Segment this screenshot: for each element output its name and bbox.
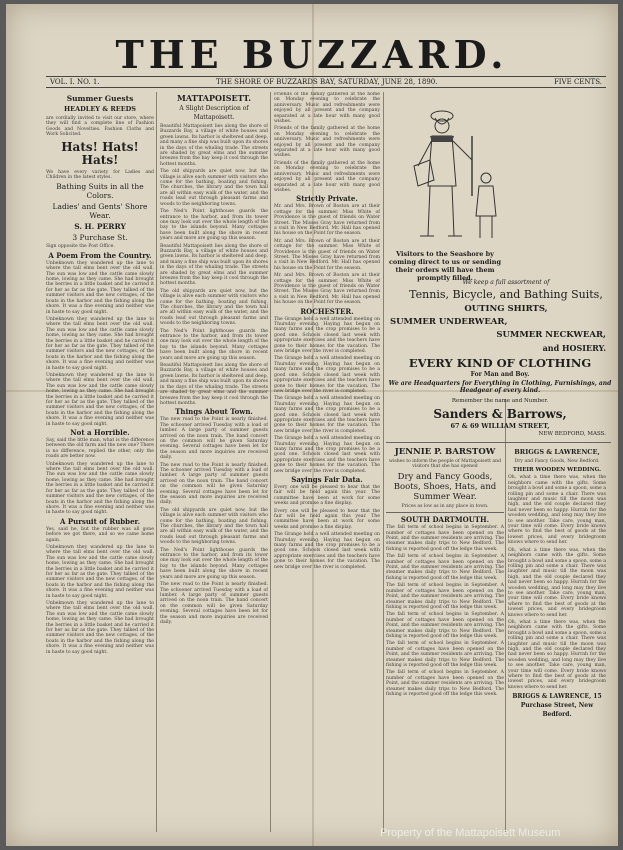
story-poem-title: A Poem From the Country. <box>48 250 152 260</box>
mattapoisett-subtitle: A Slight Description of Mattapoisett. <box>179 105 249 121</box>
story-rubber-text: Yes, said he, but the rubber was all gone before we got there, and so we came home again. <box>46 526 154 543</box>
story-poem-text: Unbeknown they wandered up the lane to where the tall elms bent over the old wall. The sun was low and the cattle came slowly home, lowing as they came. She had brought the berries in a little basket and he carried it for her as far as the gate. They talked of the summer visitors and the new cottages, of the boats in the harbor and the fishing along the shore. It was a fine evening and neither was in haste to say good night. <box>46 260 154 315</box>
clothing-ad-line6: and HOSIERY. <box>542 343 606 353</box>
column-3 <box>274 92 380 832</box>
ad-bathing-suits-title: Bathing Suits in all the Colors. <box>56 182 144 201</box>
things-about-town-text-2: The new road to the Point is nearly finished. The schooner arrived Tuesday with a load of lumber. A large party of summer guests arrived on the noon train. The band concert on the common will be given Saturday evening. Several cottages have been let for the season and more inquiries are received daily. <box>160 462 268 506</box>
barstow-text: wishes to inform the people of Mattapoisett and visitors that she has opened <box>388 459 502 470</box>
story-horrible-title: Not a Horrible. <box>70 428 130 438</box>
rochester-text-4: The Grange held a well attended meeting on Thursday evening. Haying has begun on many farms and the crop promises to be a good one. Schools closed last week with appropriate exercises and the teachers have gone to their homes for the vacation. The new bridge over the river is completed. <box>274 436 380 474</box>
ad-perry-firm: S. H. PERRY <box>74 222 126 232</box>
filler-text: Unbeknown they wandered up the lane to where the tall elms bent over the old wall. The sun was low and the cattle came slowly home, lowing as they came. She had brought the berries in a little basket and he carried it for her as far as the gate. They talked of the summer visitors and the new cottages, of the boats in the harbor and the fishing along the shore. It was a fine evening and neither was in haste to say good night. <box>46 544 154 599</box>
south-dartmouth-text: The fall term of school begins in September. A number of cottages have been opened on the Point, and the summer residents are arriving. The steamer makes daily trips to New Bedford. The fishing is reported good off the ledge this week. <box>386 525 504 552</box>
clothing-ad-line1: We keep a full assortment of <box>462 279 550 286</box>
column-4-lower <box>386 446 504 832</box>
sayings-text-2: Every one will be pleased to hear that the fair will be held again this year. The committee have been at work for some weeks and promise a fine display. <box>274 508 380 530</box>
clothing-ad-line5: SUMMER NECKWEAR, <box>496 330 606 340</box>
illustration-sailor-and-boy <box>390 96 518 246</box>
clothing-ad-caption: Visitors to the Seashore by coming direct to us or sending their orders will have them promptly filled. <box>388 250 502 282</box>
things-about-town-text-5: The new road to the Point is nearly finished. The schooner arrived Tuesday with a load of lumber. A large party of summer guests arrived on the noon train. The band concert on the common will be given Saturday evening. Several cottages have been let for the season and more inquiries are received daily. <box>160 582 268 625</box>
dateline <box>46 76 606 88</box>
filler-text: Unbeknown they wandered up the lane to where the tall elms bent over the old wall. The sun was low and the cattle came slowly home, lowing as they came. She had brought the berries in a little basket and he carried it for her as far as the gate. They talked of the summer visitors and the new cottages, of the boats in the harbor and the fishing along the shore. It was a fine evening and neither was in haste to say good night. <box>46 601 154 655</box>
things-about-town-text-3: The old shipyards are quiet now, but the village is alive each summer with visitors who come for the bathing, boating and fishing. The churches, the library and the town hall are all within easy walk of the water, and the roads lead out through pleasant farms and woods to the neighboring towns. <box>160 507 268 546</box>
mattapoisett-heading: MATTAPOISETT. <box>177 93 251 103</box>
story-rubber-title: A Pursuit of Rubber. <box>59 516 141 526</box>
briggs-footer: BRIGGS & LAWRENCE, 15 Purchase Street, New Bedford. <box>512 693 602 719</box>
col3-text-3: Friends of the family gathered at the home on Monday evening to celebrate the anniversary. Music and refreshments were enjoyed by all present and the company separated at a late hour with many good wishes. <box>274 160 380 193</box>
column-1 <box>46 92 154 832</box>
column-5-lower <box>508 446 606 832</box>
volume-number: VOL. I. NO. 1. <box>50 78 100 86</box>
column-2 <box>160 92 268 832</box>
clothing-ad-line4: SUMMER UNDERWEAR, <box>390 317 508 327</box>
wooden-wedding-text: Oh, what a time there was, when the neighbors came with the gifts. Some brought a bowl and some a spoon, some a rolling pin and some a chair. There was laughter and music till the moon was high, and the old couple declared they had never been so happy. Hurrah for the wooden wedding, and long may they live to see another. Take care, young man, your time will come. Every bride knows where to find the best of goods at the lowest prices, and every bridegroom knows where to send her. <box>508 475 606 546</box>
clothing-ad-line3: OUTING SHIRTS, <box>464 304 548 314</box>
rochester-heading: ROCHESTER. <box>300 306 354 316</box>
ad-headley-reeds: HEADLEY & REEDS <box>64 105 136 113</box>
column-rule <box>156 92 157 832</box>
strictly-private-text-3: Mr. and Mrs. Brown of Boston are at their cottage for the summer. Miss White of Providence is the guest of friends on Water Street. The Misses Gray have returned from a visit in New Bedford. Mr. Hall has opened his house on the Point for the season. <box>274 273 380 306</box>
mattapoisett-para-3: The Ned's Point lighthouse guards the entrance to the harbor, and from its tower one may look out over the whole length of the bay to the islands beyond. Many cottages have been built along the shore in recent years and more are going up this season. <box>160 209 268 242</box>
ad-summer-guests-text: are cordially invited to visit our store, where they will find a complete line of Fashion Goods and Novelties. Fashion Cloths and Work Solicited. <box>46 116 154 138</box>
strictly-private-heading: Strictly Private. <box>296 194 358 204</box>
south-dartmouth-text-3: The fall term of school begins in September. A number of cottages have been opened on the Point, and the summer residents are arriving. The steamer makes daily trips to New Bedford. The fishing is reported good off the ledge this week. <box>386 583 504 610</box>
briggs-subheading: Dry and Fancy Goods, New Bedford. <box>514 459 600 464</box>
col3-text-2: Friends of the family gathered at the home on Monday evening to celebrate the anniversary. Music and refreshments were enjoyed by all present and the company separated at a late hour with many good wishes. <box>274 126 380 159</box>
museum-watermark: Property of the Mattapoisett Museum <box>380 827 561 839</box>
things-about-town-text-4: The Ned's Point lighthouse guards the entrance to the harbor, and from its tower one may look out over the whole length of the bay to the islands beyond. Many cottages have been built along the shore in recent years and more are going up this season. <box>160 547 268 580</box>
story-poem-text-cont: Unbeknown they wandered up the lane to where the tall elms bent over the old wall. The sun was low and the cattle came slowly home, lowing as they came. She had brought the berries in a little basket and he carried it for her as far as the gate. They talked of the summer visitors and the new cottages, of the boats in the harbor and the fishing along the shore. It was a fine evening and neither was in haste to say good night. <box>46 316 154 371</box>
rochester-text: The Grange held a well attended meeting on Thursday evening. Haying has begun on many farms and the crop promises to be a good one. Schools closed last week with appropriate exercises and the teachers have gone to their homes for the vacation. The new bridge over the river is completed. <box>274 316 380 355</box>
col3-text-1: Friends of the family gathered at the home on Monday evening to celebrate the anniversary. Music and refreshments were enjoyed by all present and the company separated at a late hour with many good wishes. <box>274 92 380 125</box>
strictly-private-text: Mr. and Mrs. Brown of Boston are at their cottage for the summer. Miss White of Providence is the guest of friends on Water Street. The Misses Gray have returned from a visit in New Bedford. Mr. Hall has opened his house on the Point for the season. <box>274 204 380 237</box>
ad-hats-title: Hats! Hats! Hats! <box>61 139 139 167</box>
price: FIVE CENTS. <box>553 78 602 86</box>
mattapoisett-para-4: Beautiful Mattapoisett lies along the shore of Buzzards Bay, a village of white houses and green lawns. Its harbor is sheltered and deep, and many a fine ship was built upon its shores in the days of the whaling trade. The streets are shaded by great elms and the summer breezes from the bay keep it cool through the hottest months. <box>160 243 268 287</box>
ad-hats-text: We have every variety for Ladies and Children in the latest styles. <box>46 169 154 181</box>
ad-divider <box>386 442 611 443</box>
column-rule <box>505 399 506 832</box>
column-rule <box>383 92 384 832</box>
south-dartmouth-text-2: The fall term of school begins in September. A number of cottages have been opened on the Point, and the summer residents are arriving. The steamer makes daily trips to New Bedford. The fishing is reported good off the ledge this week. <box>386 554 504 581</box>
mattapoisett-para-2: The old shipyards are quiet now, but the village is alive each summer with visitors who come for the bathing, boating and fishing. The churches, the library and the town hall are all within easy walk of the water, and the roads lead out through pleasant farms and woods to the neighboring towns. <box>160 169 268 207</box>
wooden-wedding-text-3: Oh, what a time there was, when the neighbors came with the gifts. Some brought a bowl and some a spoon, some a rolling pin and some a chair. There was laughter and music till the moon was high, and the old couple declared they had never been so happy. Hurrah for the wooden wedding, and long may they live to see another. Take care, young man, your time will come. Every bride knows where to find the best of goods at the lowest prices, and every bridegroom knows where to send her. <box>508 619 606 690</box>
barstow-note: Prices as low as in any place in town. <box>401 503 489 509</box>
story-poem-text-cont: Unbeknown they wandered up the lane to where the tall elms bent over the old wall. The sun was low and the cattle came slowly home, lowing as they came. She had brought the berries in a little basket and he carried it for her as far as the gate. They talked of the summer visitors and the new cottages, of the boats in the harbor and the fishing along the shore. It was a fine evening and neither was in haste to say good night. <box>46 372 154 427</box>
barstow-goods: Dry and Fancy Goods, Boots, Shoes, Hats, and Summer Wear. <box>393 471 497 502</box>
wooden-wedding-heading: THEIR WOODEN WEDDING. <box>512 467 602 474</box>
dateline-center: THE SHORE OF BUZZARDS BAY, SATURDAY, JUNE 28, 1890. <box>216 78 438 86</box>
ad-perry-note: Sign opposite the Post Office. <box>46 244 115 250</box>
briggs-heading: BRIGGS & LAWRENCE, <box>514 448 600 456</box>
south-dartmouth-text-5: The fall term of school begins in September. A number of cottages have been opened on the Point, and the summer residents are arriving. The steamer makes daily trips to New Bedford. The fishing is reported good off the ledge this week. <box>386 641 504 668</box>
ad-shore-wear: Ladies' and Gents' Shore Wear. <box>52 202 148 221</box>
mattapoisett-para-7: Beautiful Mattapoisett lies along the shore of Buzzards Bay, a village of white houses and green lawns. Its harbor is sheltered and deep, and many a fine ship was built upon its shores in the days of the whaling trade. The streets are shaded by great elms and the summer breezes from the bay keep it cool through the hottest months. <box>160 363 268 406</box>
south-dartmouth-heading: SOUTH DARTMOUTH. <box>400 515 490 525</box>
strictly-private-text-2: Mr. and Mrs. Brown of Boston are at their cottage for the summer. Miss White of Providence is the guest of friends on Water Street. The Misses Gray have returned from a visit in New Bedford. Mr. Hall has opened his house on the Point for the season. <box>274 238 380 271</box>
clothing-ad-address: 67 & 69 WILLIAM STREET, <box>450 422 550 430</box>
clothing-ad-line8: For Man and Boy. <box>470 371 530 378</box>
mattapoisett-para-6: The Ned's Point lighthouse guards the entrance to the harbor, and from its tower one may look out over the whole length of the bay to the islands beyond. Many cottages have been built along the shore in recent years and more are going up this season. <box>160 328 268 361</box>
clothing-ad-line7: EVERY KIND OF CLOTHING <box>408 356 592 370</box>
newspaper-page <box>6 4 618 846</box>
clothing-ad-line2: Tennis, Bicycle, and Bathing Suits, <box>409 288 603 301</box>
mattapoisett-para-5: The old shipyards are quiet now, but the village is alive each summer with visitors who come for the bathing, boating and fishing. The churches, the library and the town hall are all within easy walk of the water, and the roads lead out through pleasant farms and woods to the neighboring towns. <box>160 288 268 327</box>
clothing-ad-city: NEW BEDFORD, MASS. <box>538 431 606 437</box>
south-dartmouth-text-6: The fall term of school begins in September. A number of cottages have been opened on the Point, and the summer residents are arriving. The steamer makes daily trips to New Bedford. The fishing is reported good off the ledge this week. <box>386 670 504 697</box>
barstow-heading: JENNIE P. BARSTOW <box>394 447 496 457</box>
masthead-title: THE BUZZARD. <box>115 32 509 77</box>
ad-summer-guests-title: Summer Guests <box>66 94 134 103</box>
column-rule <box>270 92 271 832</box>
rochester-text-2: The Grange held a well attended meeting on Thursday evening. Haying has begun on many farms and the crop promises to be a good one. Schools closed last week with appropriate exercises and the teachers have gone to their homes for the vacation. The new bridge over the river is completed. <box>274 356 380 394</box>
barstow-divider <box>386 512 504 513</box>
filler-text: Unbeknown they wandered up the lane to where the tall elms bent over the old wall. The sun was low and the cattle came slowly home, lowing as they came. She had brought the berries in a little basket and he carried it for her as far as the gate. They talked of the summer visitors and the new cottages, of the boats in the harbor and the fishing along the shore. It was a fine evening and neither was in haste to say good night. <box>46 461 154 516</box>
things-about-town-text: The new road to the Point is nearly finished. The schooner arrived Tuesday with a load of lumber. A large party of summer guests arrived on the noon train. The band concert on the common will be given Saturday evening. Several cottages have been let for the season and more inquiries are received daily. <box>160 417 268 461</box>
clothing-ad-line9: We are Headquarters for Everything in Clothing, Furnishings, and Headgear of every kind. <box>388 380 612 394</box>
wooden-wedding-text-2: Oh, what a time there was, when the neighbors came with the gifts. Some brought a bowl and some a spoon, some a rolling pin and some a chair. There was laughter and music till the moon was high, and the old couple declared they had never been so happy. Hurrah for the wooden wedding, and long may they live to see another. Take care, young man, your time will come. Every bride knows where to find the best of goods at the lowest prices, and every bridegroom knows where to send her. <box>508 547 606 618</box>
ad-perry-address: 3 Purchase St. <box>72 233 128 243</box>
clothing-ad-line10: Remember the name and Number. <box>451 398 549 404</box>
clothing-ad-firm: Sanders & Barrows, <box>433 407 567 421</box>
story-horrible-text: Say, said the little man, what is the difference between the old farm and the new one? There is no difference, replied the other, only the roads are better now. <box>46 438 154 460</box>
sayings-text-3: The Grange held a well attended meeting on Thursday evening. Haying has begun on many farms and the crop promises to be a good one. Schools closed last week with appropriate exercises and the teachers have gone to their homes for the vacation. The new bridge over the river is completed. <box>274 532 380 570</box>
things-about-town-heading: Things About Town. <box>175 407 253 417</box>
sayings-heading: Sayings Fair Data. <box>291 475 363 484</box>
mattapoisett-para-1: Beautiful Mattapoisett lies along the shore of Buzzards Bay, a village of white houses and green lawns. Its harbor is sheltered and deep, and many a fine ship was built upon its shores in the days of the whaling trade. The streets are shaded by great elms and the summer breezes from the bay keep it cool through the hottest months. <box>160 124 268 167</box>
south-dartmouth-text-4: The fall term of school begins in September. A number of cottages have been opened on the Point, and the summer residents are arriving. The steamer makes daily trips to New Bedford. The fishing is reported good off the ledge this week. <box>386 612 504 639</box>
rochester-text-3: The Grange held a well attended meeting on Thursday evening. Haying has begun on many farms and the crop promises to be a good one. Schools closed last week with appropriate exercises and the teachers have gone to their homes for the vacation. The new bridge over the river is completed. <box>274 396 380 434</box>
sayings-text: Every one will be pleased to hear that the fair will be held again this year. The committee have been at work for some weeks and promise a fine display. <box>274 485 380 507</box>
